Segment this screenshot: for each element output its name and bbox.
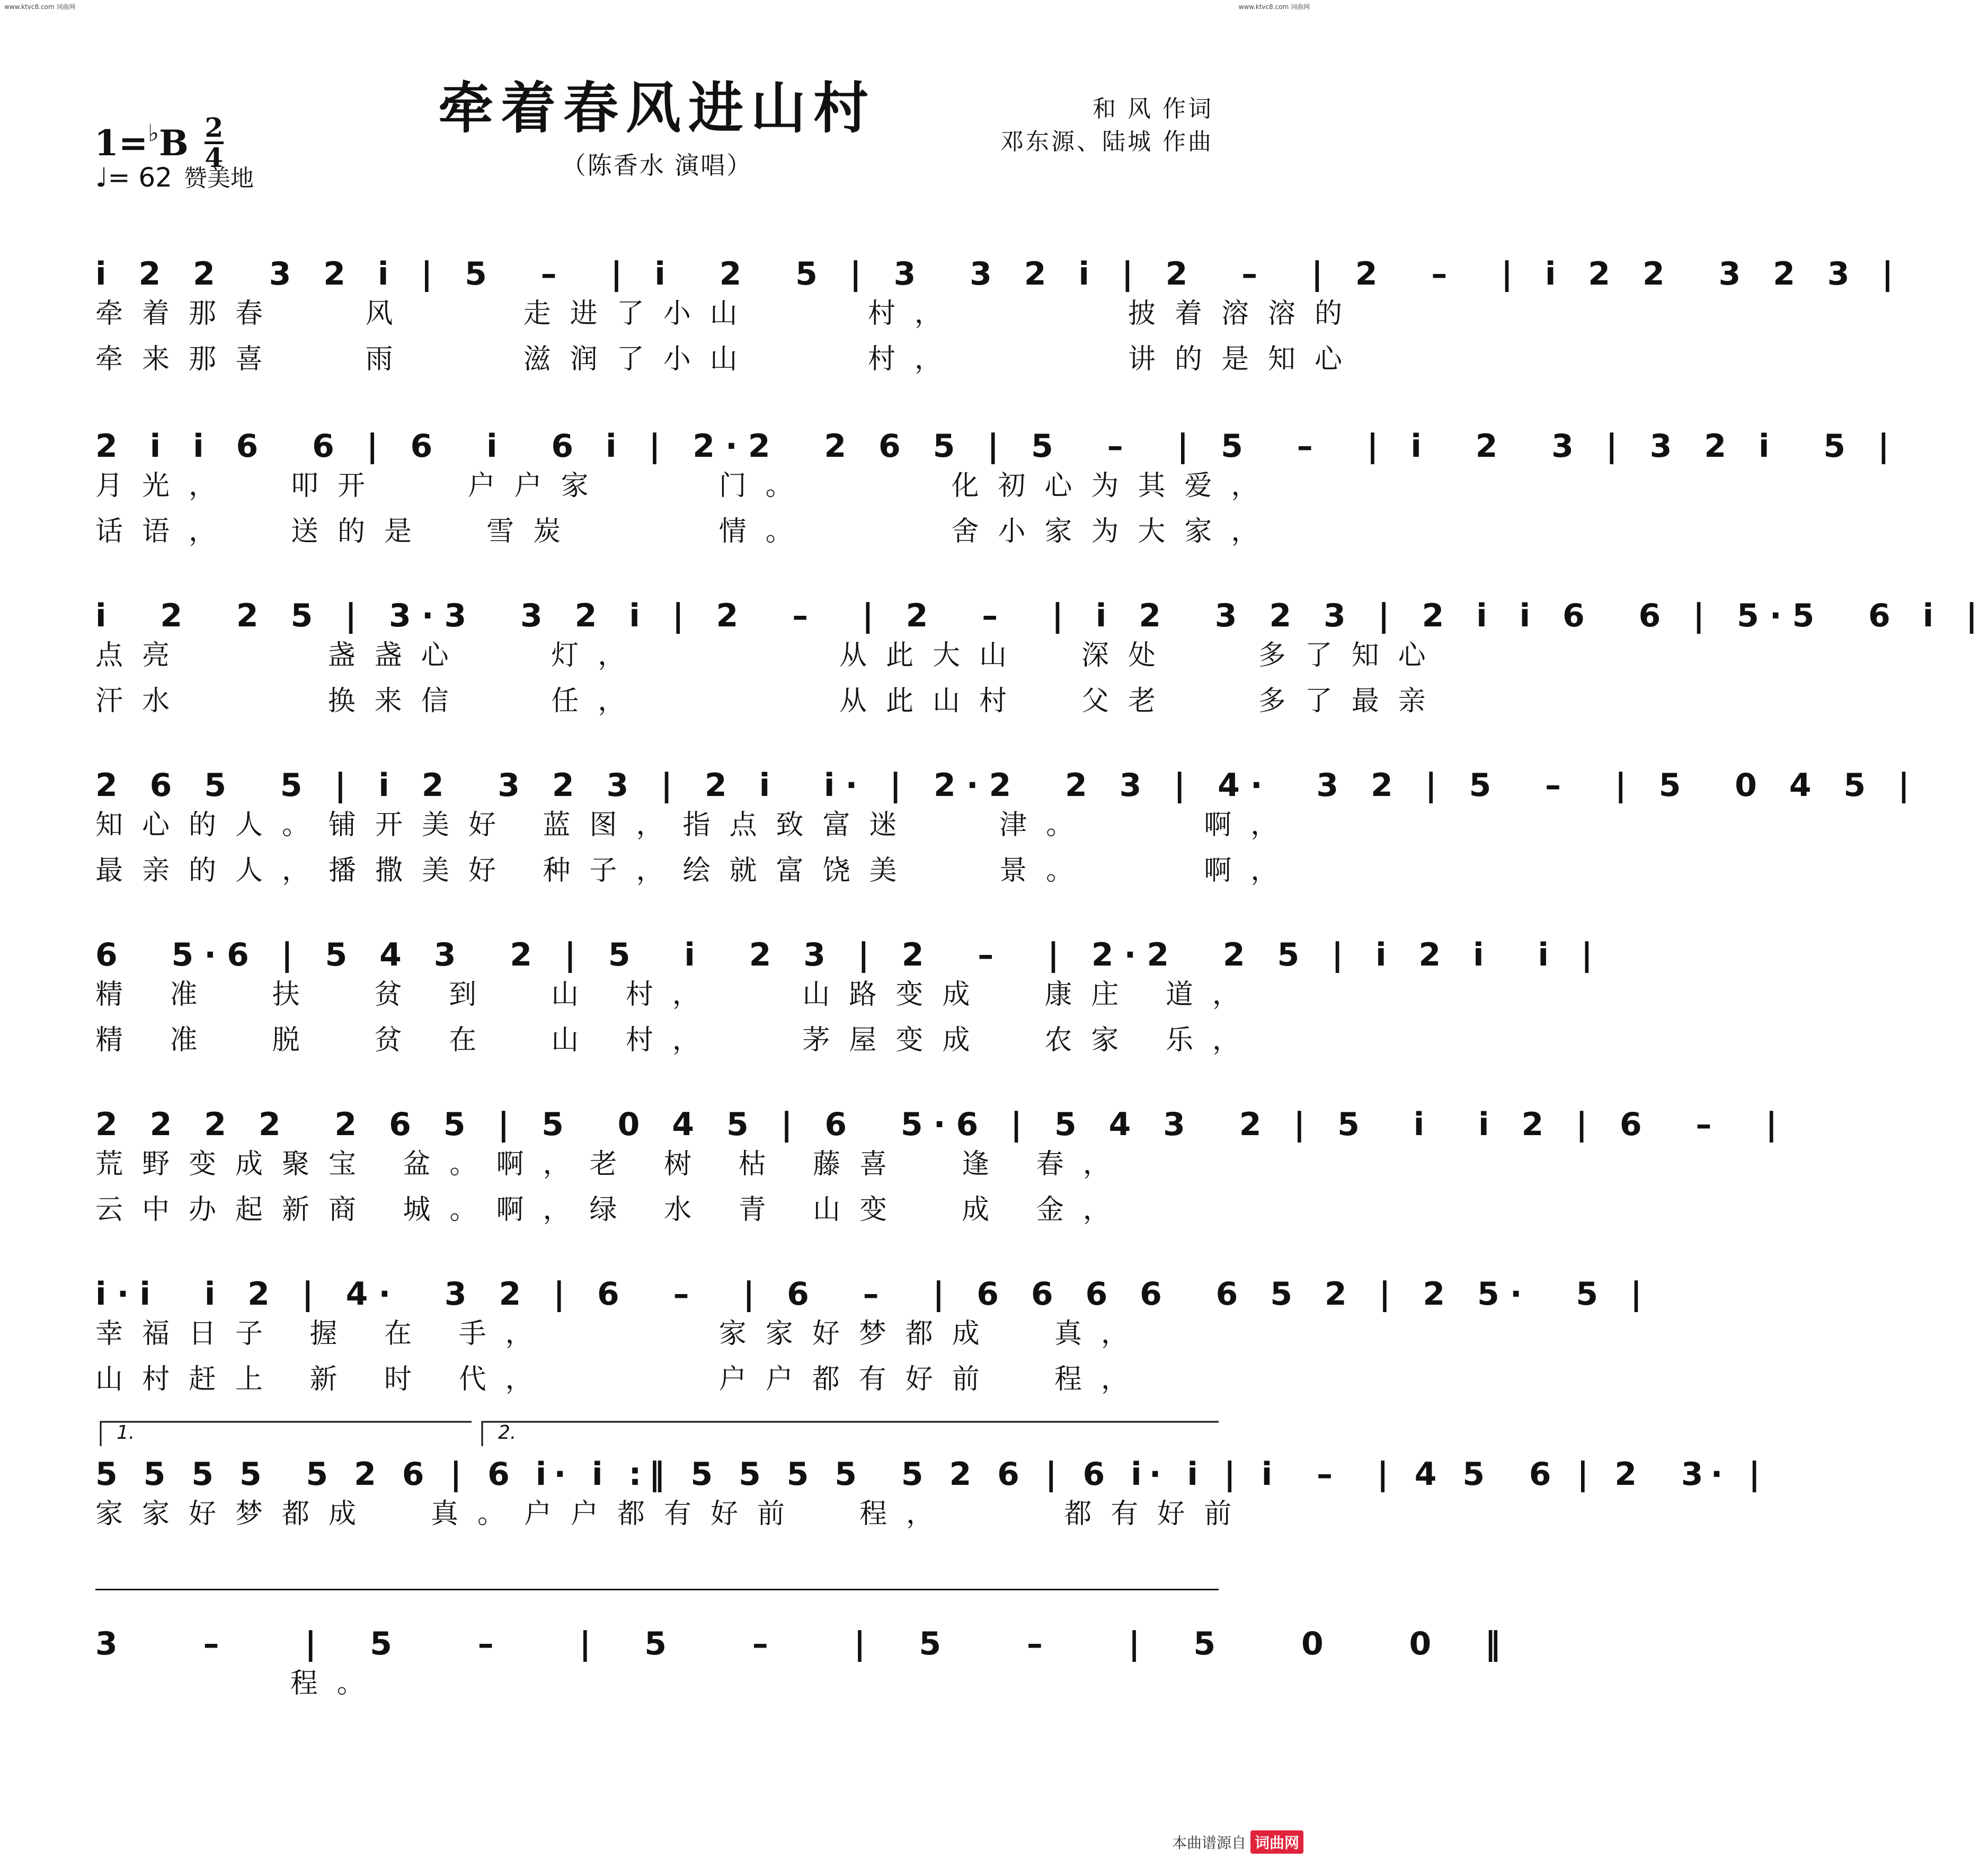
time-top: 2 <box>205 112 224 143</box>
staff-row-3 <box>95 575 1988 722</box>
staff-row-2 <box>95 405 1900 553</box>
flat-icon: ♭ <box>148 120 159 147</box>
lyric-verse-1: 知心的人。铺开美好 蓝图，指点致富迷 津。 啊， <box>95 809 1298 841</box>
volta-2-label: 2. <box>498 1422 517 1444</box>
staff-row-5 <box>95 914 1603 1061</box>
lyricist-credit: 和 风 作词 <box>1093 95 1213 122</box>
lyric-verse-2: 山村赶上 新 时 代， 户户都有好前 程， <box>95 1364 1148 1395</box>
lyric-verse-1: 点亮 盏盏心 灯， 从此大山 深处 多了知心 <box>95 640 1445 671</box>
composer-credit: 邓东源、陆城 作曲 <box>1000 128 1213 155</box>
lyric-verse-1: 家家好梦都成 真。户户都有好前 程， 都有好前 <box>95 1498 1251 1530</box>
notation-line: 3 – | 5 – | 5 – | 5 – | 5 0 0 ‖ <box>95 1625 1522 1662</box>
staff-row-7 <box>95 1253 1653 1401</box>
performer-credit: （陈香水 演唱） <box>561 151 753 180</box>
notation-line: 6 5·6 | 5 4 3 2 | 5 i 2 3 | 2 – | 2·2 2 5 | i 2 i i | <box>95 936 1603 973</box>
key-prefix: 1= <box>94 122 148 164</box>
tempo-value: ♩= 62 <box>95 162 172 193</box>
staff-row-8 <box>95 1422 1768 1535</box>
corner-site-left: www.ktvc8.com 词曲网 <box>4 3 76 11</box>
volta-1-label: 1. <box>117 1422 135 1444</box>
source-watermark <box>1172 1830 1303 1854</box>
lyric-verse-1: 精 准 扶 贫 到 山 村， 山路变成 康庄 道， <box>95 979 1259 1011</box>
watermark-text: 本曲谱源自 <box>1172 1834 1246 1852</box>
notation-line: i·i i 2 | 4· 3 2 | 6 – | 6 – | 6 6 6 6 6 5 2 | 2 5· 5 | <box>95 1276 1653 1313</box>
lyric-verse-1: 荒野变成聚宝 盆。啊，老 树 枯 藤喜 逢 春， <box>95 1148 1130 1180</box>
lyric-verse-2: 云中办起新商 城。啊，绿 水 青 山变 成 金， <box>95 1194 1130 1226</box>
lyric-verse-2: 精 准 脱 贫 在 山 村， 茅屋变成 农家 乐， <box>95 1024 1259 1056</box>
lyric-verse-2: 最亲的人，播撒美好 种子，绘就富饶美 景。 啊， <box>95 855 1298 887</box>
notation-line: 2 2 2 2 2 6 5 | 5 0 4 5 | 6 5·6 | 5 4 3 2 | 5 i i 2 | 6 – | <box>95 1106 1788 1143</box>
lyric-verse-1: 月光， 叩开 户户家 门。 化初心为其爱， <box>95 470 1278 502</box>
staff-row-4 <box>95 745 1920 892</box>
notation-line: i 2 2 5 | 3·3 3 2 i | 2 – | 2 – | i 2 3 2 3 | 2 i i 6 6 | 5·5 6 i | <box>95 597 1988 634</box>
lyric-verse-2: 牵来那喜 雨 滋润了小山 村， 讲的是知心 <box>95 343 1361 375</box>
staff-row-9 <box>95 1603 1522 1705</box>
tempo-marking <box>95 159 254 193</box>
credits <box>1000 93 1213 158</box>
staff-row-1 <box>95 233 1904 380</box>
song-title: 牵着春风进山村 <box>438 76 876 140</box>
lyric-verse-1: 程。 <box>95 1668 384 1699</box>
lyric-verse-2: 话语， 送的是 雪炭 情。 舍小家为大家， <box>95 516 1278 547</box>
site-logo: 词曲网 <box>1250 1830 1303 1854</box>
staff-row-6 <box>95 1084 1788 1231</box>
system-divider <box>95 1589 1219 1590</box>
time-bottom: 4 <box>205 142 224 173</box>
corner-site-right: www.ktvc8.com 词曲网 <box>1238 3 1310 11</box>
key-note: B <box>159 122 189 164</box>
tempo-expression: 赞美地 <box>184 165 254 192</box>
lyric-verse-2: 汗水 换来信 任， 从此山村 父老 多了最亲 <box>95 685 1445 717</box>
notation-line: 2 i i 6 6 | 6 i 6 i | 2·2 2 6 5 | 5 – | 5 – | i 2 3 | 3 2 i 5 | <box>95 428 1900 465</box>
notation-line: 2 6 5 5 | i 2 3 2 3 | 2 i i· | 2·2 2 3 | 4· 3 2 | 5 – | 5 0 4 5 | <box>95 767 1920 804</box>
lyric-verse-1: 牵着那春 风 走进了小山 村， 披着溶溶的 <box>95 298 1361 330</box>
lyric-verse-1: 幸福日子 握 在 手， 家家好梦都成 真， <box>95 1318 1148 1350</box>
notation-line: i 2 2 3 2 i | 5 – | i 2 5 | 3 3 2 i | 2 – | 2 – | i 2 2 3 2 3 | <box>95 255 1904 293</box>
notation-line: 5 5 5 5 5 2 6 | 6 i· i :‖ 5 5 5 5 5 2 6 | 6 i· i | i – | 4 5 6 | 2 3· | <box>95 1456 1768 1493</box>
